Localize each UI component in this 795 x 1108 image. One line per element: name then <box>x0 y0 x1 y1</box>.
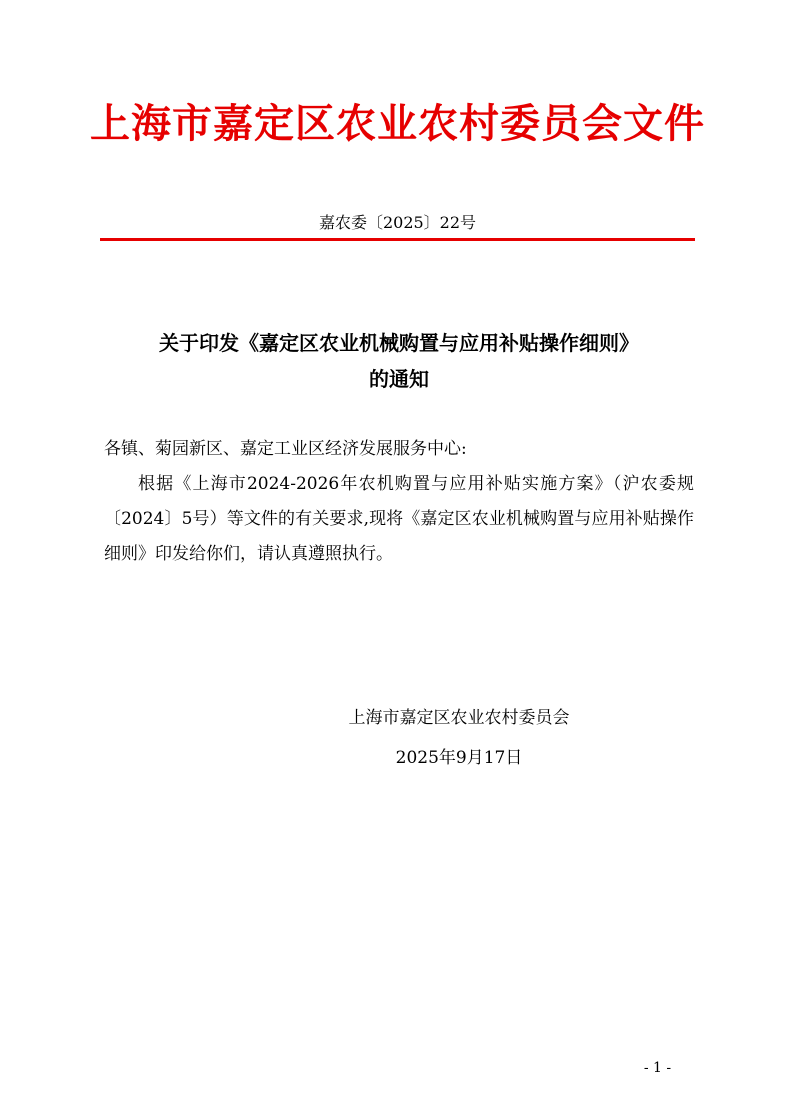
document-header-title: 上海市嘉定区农业农村委员会文件 <box>90 100 705 147</box>
document-body-paragraph: 根据《上海市2024-2026年农机购置与应用补贴实施方案》（沪农委规〔2024〕5号）等文件的有关要求,现将《嘉定区农业机械购置与应用补贴操作细则》印发给你们，请认真遵照执行。 <box>104 474 694 564</box>
signature-date: 2025年9月17日 <box>395 748 523 768</box>
document-number: 嘉农委〔2025〕22号 <box>318 213 477 232</box>
document-subject-line-1: 关于印发《嘉定区农业机械购置与应用补贴操作细则》 <box>159 331 639 355</box>
document-signature <box>104 698 694 778</box>
page-number: - 1 - <box>643 1060 672 1076</box>
document-subject-line-2: 的通知 <box>369 367 429 391</box>
document-subject <box>104 325 694 397</box>
document-body <box>104 432 694 572</box>
document-salutation: 各镇、菊园新区、嘉定工业区经济发展服务中心: <box>104 439 467 459</box>
signature-organization: 上海市嘉定区农业农村委员会 <box>348 708 570 728</box>
red-divider-rule <box>100 238 695 241</box>
